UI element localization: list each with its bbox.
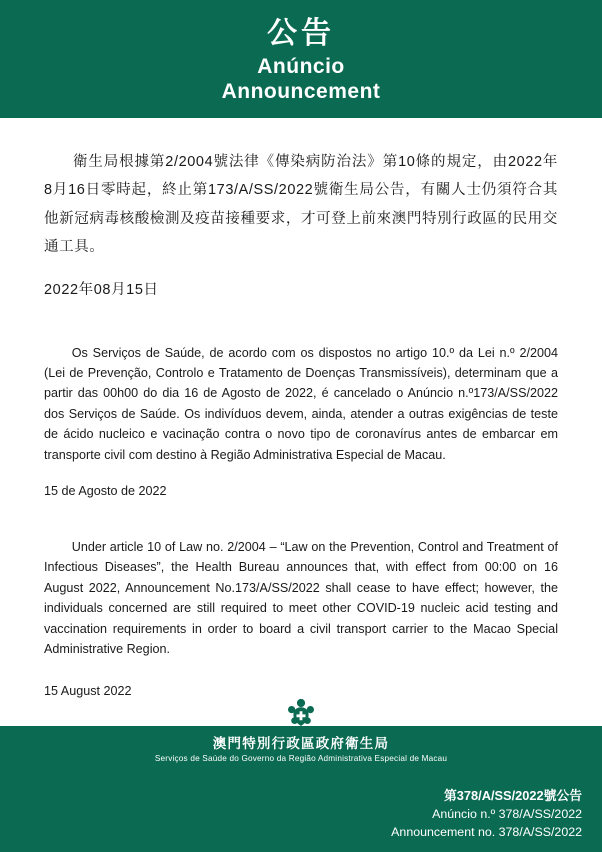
chinese-date: 2022年08月15日 [44,282,159,299]
reference-block [391,787,582,842]
reference-pt: Anúncio n.º 378/A/SS/2022 [432,807,582,822]
reference-zh: 第378/A/SS/2022號公告 [444,788,582,804]
organisation-name-zh: 澳門特別行政區政府衛生局 [212,736,390,751]
page-footer [0,726,602,852]
portuguese-date: 15 de Agosto de 2022 [44,483,167,498]
organisation-name-pt: Serviços de Saúde do Governo da Região Administrativa Especial de Macau [154,754,448,763]
chinese-paragraph: 衛生局根據第2/2004號法律《傳染病防治法》第10條的規定，由2022年8月16日零時起，終止第173/A/SS/2022號衛生局公告，有關人士仍須符合其他新冠病毒核酸檢測及疫苗接種要求，才可登上前來澳門特別行政區的民用交通工具。 [44,154,558,255]
header-title-pt: Anúncio [257,54,345,78]
page-header [0,0,602,118]
portuguese-paragraph: Os Serviços de Saúde, de acordo com os dispostos no artigo 10.º da Lei n.º 2/2004 (Lei de Prevenção, Controlo e Tratamento de Doenças Transmissíveis), determinam que a partir das 00h00 do dia 16 de Agosto de 2022, é cancelado o Anúncio n.º173/A/SS/2022 dos Serviços de Saúde. Os indivíduos devem, ainda, atender a outras exigências de teste de ácido nucleico e vacinação contra o novo tipo de coronavírus antes de embarcar em transporte civil com destino à Região Administrativa Especial de Macau. [44,345,558,462]
footer-logo-block [0,698,602,763]
header-title-en: Announcement [221,79,381,103]
header-title-zh: 公告 [267,17,335,51]
reference-en: Announcement no. 378/A/SS/2022 [391,825,582,840]
english-paragraph: Under article 10 of Law no. 2/2004 – “Law on the Prevention, Control and Treatment of Infectious Diseases”, the Health Bureau announces that, with effect from 00:00 on 16 August 2022, Announcement No.173/A/SS/2022 shall cease to have effect; however, the individuals concerned are still required to meet other COVID-19 nucleic acid testing and vaccination requirements in order to board a civil transport carrier to the Macao Special Administrative Region. [44,540,558,657]
english-date: 15 August 2022 [44,684,132,699]
document-body [0,118,602,702]
health-bureau-logo-icon [284,698,318,728]
